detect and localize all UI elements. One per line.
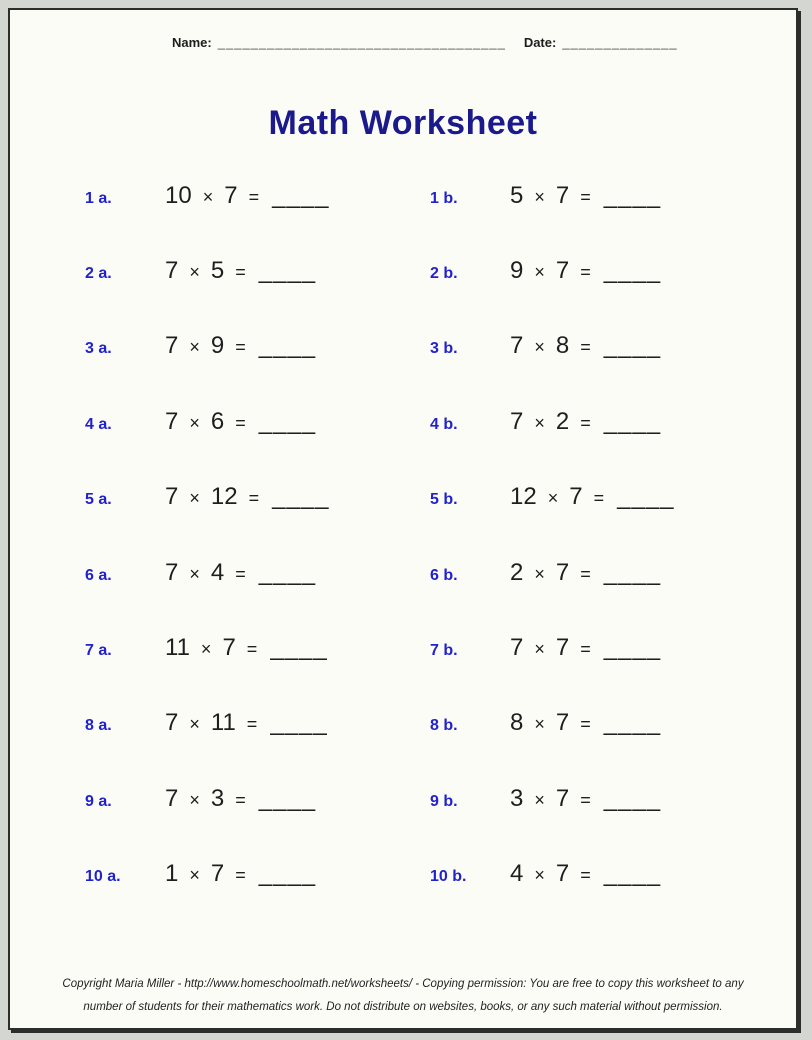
problem-number-label: 4 a. bbox=[85, 415, 112, 433]
problem-number-label: 5 b. bbox=[430, 491, 458, 509]
answer-blank: ____ bbox=[258, 332, 317, 360]
equals-sign: = bbox=[580, 412, 591, 433]
factor-2: 3 bbox=[210, 784, 225, 812]
factor-1: 1 bbox=[165, 860, 179, 888]
answer-blank: ____ bbox=[258, 407, 317, 435]
factor-1: 7 bbox=[510, 332, 524, 360]
problem-number-label: 2 b. bbox=[430, 265, 458, 283]
problem-number-label: 3 b. bbox=[430, 340, 458, 358]
problem-number-label: 9 b. bbox=[430, 792, 458, 810]
multiplication-sign: × bbox=[189, 865, 200, 886]
factor-1: 11 bbox=[165, 634, 190, 662]
problems-grid bbox=[10, 158, 796, 912]
problem-row bbox=[10, 610, 796, 685]
multiplication-sign: × bbox=[189, 262, 200, 283]
multiplication-sign: × bbox=[534, 714, 545, 735]
problem-expression bbox=[165, 332, 316, 360]
problem-row bbox=[10, 158, 796, 233]
equals-sign: = bbox=[580, 337, 591, 358]
factor-1: 4 bbox=[510, 860, 524, 888]
problem-b bbox=[430, 257, 661, 285]
problem-a bbox=[85, 182, 430, 210]
factor-2: 7 bbox=[555, 784, 570, 812]
equals-sign: = bbox=[235, 412, 246, 433]
answer-blank: ____ bbox=[270, 634, 328, 662]
multiplication-sign: × bbox=[189, 488, 200, 509]
factor-2: 7 bbox=[555, 860, 570, 888]
factor-2: 7 bbox=[555, 709, 570, 737]
multiplication-sign: × bbox=[534, 789, 545, 810]
problem-b bbox=[430, 559, 661, 587]
multiplication-sign: × bbox=[547, 488, 559, 509]
factor-1: 2 bbox=[510, 558, 524, 586]
multiplication-sign: × bbox=[534, 186, 545, 207]
worksheet-page bbox=[8, 8, 798, 1030]
factor-2: 8 bbox=[555, 332, 570, 360]
equals-sign: = bbox=[235, 337, 246, 358]
problem-number-label: 10 b. bbox=[430, 868, 467, 886]
answer-blank: ____ bbox=[603, 709, 662, 737]
factor-2: 12 bbox=[210, 483, 238, 511]
copyright-line-1: Copyright Maria Miller - http://www.homeschoolmath.net/worksheets/ - Copying permission: You are free to copy this worksheet to any bbox=[62, 978, 744, 991]
problem-row bbox=[10, 535, 796, 610]
problem-row bbox=[10, 309, 796, 384]
problem-a bbox=[85, 785, 430, 813]
factor-2: 9 bbox=[210, 332, 225, 360]
problem-a bbox=[85, 709, 430, 737]
problem-a bbox=[85, 860, 430, 888]
problem-b bbox=[430, 408, 661, 436]
problem-expression bbox=[510, 257, 661, 285]
factor-2: 5 bbox=[210, 257, 225, 285]
factor-2: 7 bbox=[569, 483, 583, 511]
answer-blank: ____ bbox=[603, 407, 662, 435]
problem-a bbox=[85, 634, 430, 662]
factor-1: 7 bbox=[165, 257, 179, 285]
factor-1: 5 bbox=[510, 181, 524, 209]
name-date-row bbox=[172, 35, 678, 50]
problem-expression bbox=[510, 860, 661, 888]
problem-b bbox=[430, 182, 661, 210]
problem-number-label: 4 b. bbox=[430, 415, 458, 433]
answer-blank: ____ bbox=[603, 257, 662, 285]
factor-1: 7 bbox=[165, 709, 179, 737]
problem-row bbox=[10, 460, 796, 535]
problem-row bbox=[10, 384, 796, 459]
problem-a bbox=[85, 559, 430, 587]
problem-expression bbox=[165, 408, 316, 436]
answer-blank: ____ bbox=[258, 860, 317, 888]
factor-1: 9 bbox=[510, 257, 524, 285]
problem-row bbox=[10, 837, 796, 912]
multiplication-sign: × bbox=[534, 865, 545, 886]
factor-2: 11 bbox=[210, 709, 236, 737]
problem-expression bbox=[165, 182, 329, 210]
factor-2: 7 bbox=[224, 181, 238, 209]
multiplication-sign: × bbox=[534, 262, 545, 283]
problem-number-label: 2 a. bbox=[85, 265, 112, 283]
problem-number-label: 6 a. bbox=[85, 566, 112, 584]
factor-2: 7 bbox=[555, 634, 570, 662]
problem-b bbox=[430, 483, 674, 511]
problem-expression bbox=[510, 559, 661, 587]
equals-sign: = bbox=[246, 639, 258, 660]
problem-number-label: 10 a. bbox=[85, 868, 121, 886]
problem-b bbox=[430, 634, 661, 662]
answer-blank: ____ bbox=[603, 860, 662, 888]
problem-number-label: 3 a. bbox=[85, 340, 112, 358]
copyright-line-2: number of students for their mathematics work. Do not distribute on websites, books, or any such material without permission. bbox=[83, 1000, 723, 1013]
answer-blank: ____ bbox=[603, 332, 662, 360]
factor-2: 7 bbox=[555, 181, 570, 209]
problem-expression bbox=[165, 559, 316, 587]
factor-1: 7 bbox=[510, 407, 524, 435]
equals-sign: = bbox=[248, 488, 260, 509]
answer-blank: ____ bbox=[603, 181, 662, 209]
equals-sign: = bbox=[580, 262, 591, 283]
factor-1: 7 bbox=[165, 407, 179, 435]
problem-expression bbox=[165, 483, 329, 511]
factor-1: 10 bbox=[165, 181, 192, 209]
problem-expression bbox=[165, 860, 316, 888]
problem-a bbox=[85, 408, 430, 436]
equals-sign: = bbox=[235, 262, 246, 283]
name-label: Name: bbox=[172, 35, 212, 50]
problem-number-label: 7 a. bbox=[85, 642, 112, 660]
problem-expression bbox=[165, 709, 328, 737]
equals-sign: = bbox=[235, 789, 246, 810]
problem-expression bbox=[510, 408, 661, 436]
problem-number-label: 6 b. bbox=[430, 566, 458, 584]
multiplication-sign: × bbox=[202, 186, 214, 207]
factor-1: 12 bbox=[510, 483, 537, 511]
multiplication-sign: × bbox=[534, 412, 545, 433]
answer-blank: ____ bbox=[258, 784, 317, 812]
copyright-footer bbox=[10, 973, 796, 1018]
multiplication-sign: × bbox=[189, 337, 200, 358]
multiplication-sign: × bbox=[200, 639, 212, 660]
problem-expression bbox=[510, 332, 661, 360]
problem-number-label: 7 b. bbox=[430, 642, 458, 660]
factor-1: 3 bbox=[510, 784, 524, 812]
date-label: Date: bbox=[523, 35, 557, 50]
answer-blank: ____ bbox=[603, 558, 662, 586]
problem-row bbox=[10, 233, 796, 308]
problem-expression bbox=[165, 257, 316, 285]
answer-blank: ____ bbox=[603, 784, 662, 812]
equals-sign: = bbox=[593, 488, 605, 509]
problem-number-label: 8 b. bbox=[430, 717, 458, 735]
factor-1: 7 bbox=[510, 634, 524, 662]
multiplication-sign: × bbox=[189, 412, 200, 433]
factor-1: 7 bbox=[165, 483, 179, 511]
answer-blank: ____ bbox=[258, 257, 317, 285]
problem-expression bbox=[510, 182, 661, 210]
factor-1: 7 bbox=[165, 784, 179, 812]
factor-2: 4 bbox=[210, 558, 225, 586]
factor-2: 7 bbox=[222, 634, 236, 662]
equals-sign: = bbox=[580, 789, 591, 810]
problem-number-label: 9 a. bbox=[85, 792, 112, 810]
answer-blank: ____ bbox=[603, 634, 662, 662]
problem-number-label: 1 a. bbox=[85, 189, 112, 207]
multiplication-sign: × bbox=[534, 337, 545, 358]
factor-1: 7 bbox=[165, 558, 179, 586]
multiplication-sign: × bbox=[534, 639, 545, 660]
problem-expression bbox=[510, 709, 661, 737]
answer-blank: ____ bbox=[258, 558, 317, 586]
problem-expression bbox=[165, 785, 316, 813]
factor-1: 8 bbox=[510, 709, 524, 737]
equals-sign: = bbox=[580, 186, 591, 207]
equals-sign: = bbox=[580, 714, 591, 735]
equals-sign: = bbox=[248, 186, 260, 207]
problem-row bbox=[10, 686, 796, 761]
page-title: Math Worksheet bbox=[268, 104, 538, 142]
problem-expression bbox=[165, 634, 328, 662]
answer-blank: ____ bbox=[270, 709, 328, 737]
problem-expression bbox=[510, 483, 674, 511]
equals-sign: = bbox=[580, 865, 591, 886]
factor-2: 7 bbox=[555, 558, 570, 586]
problem-expression bbox=[510, 634, 661, 662]
name-write-line: ___________________________________ bbox=[217, 35, 506, 50]
factor-2: 2 bbox=[555, 407, 570, 435]
multiplication-sign: × bbox=[189, 563, 200, 584]
equals-sign: = bbox=[235, 563, 246, 584]
answer-blank: ____ bbox=[272, 181, 330, 209]
multiplication-sign: × bbox=[534, 563, 545, 584]
problem-a bbox=[85, 257, 430, 285]
problem-number-label: 1 b. bbox=[430, 189, 458, 207]
factor-2: 7 bbox=[555, 257, 570, 285]
problem-a bbox=[85, 332, 430, 360]
equals-sign: = bbox=[580, 563, 591, 584]
factor-1: 7 bbox=[165, 332, 179, 360]
answer-blank: ____ bbox=[272, 483, 330, 511]
equals-sign: = bbox=[235, 865, 246, 886]
problem-b bbox=[430, 332, 661, 360]
problem-row bbox=[10, 761, 796, 836]
multiplication-sign: × bbox=[189, 789, 200, 810]
problem-b bbox=[430, 785, 661, 813]
problem-a bbox=[85, 483, 430, 511]
answer-blank: ____ bbox=[617, 483, 675, 511]
problem-b bbox=[430, 860, 661, 888]
problem-expression bbox=[510, 785, 661, 813]
problem-number-label: 8 a. bbox=[85, 717, 112, 735]
factor-2: 7 bbox=[210, 860, 225, 888]
problem-b bbox=[430, 709, 661, 737]
equals-sign: = bbox=[246, 714, 258, 735]
multiplication-sign: × bbox=[189, 714, 200, 735]
date-write-line: ______________ bbox=[562, 35, 678, 50]
factor-2: 6 bbox=[210, 407, 225, 435]
problem-number-label: 5 a. bbox=[85, 491, 112, 509]
equals-sign: = bbox=[580, 639, 591, 660]
